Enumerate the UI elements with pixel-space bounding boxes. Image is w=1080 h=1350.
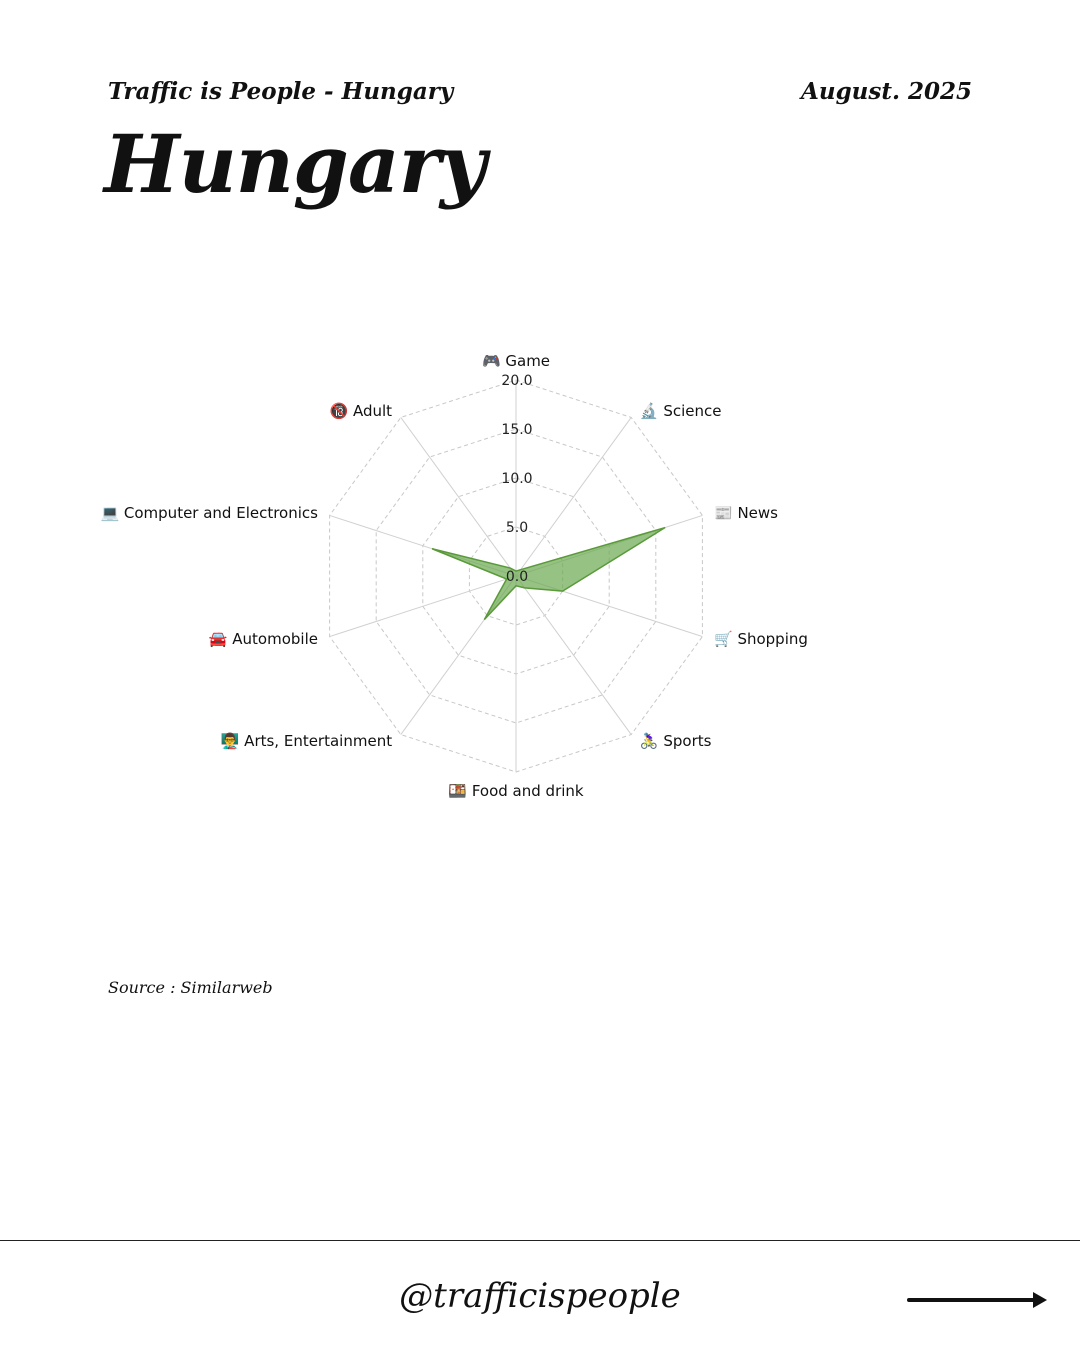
header-subtitle: Traffic is People - Hungary	[108, 78, 454, 105]
footer-handle: @trafficispeople	[399, 1276, 681, 1316]
axis-label: 🔞 Adult	[329, 401, 393, 420]
footer-divider	[0, 1240, 1080, 1241]
axis-label: 🚴‍♀️ Sports	[639, 732, 712, 751]
radar-axis-labels	[100, 352, 807, 800]
axis-label: 📰 News	[714, 503, 778, 522]
axis-label: 🛒 Shopping	[714, 630, 808, 649]
tick-label: 0.0	[505, 569, 529, 585]
tick-label: 15.0	[501, 422, 533, 438]
axis-label: 🎮 Game	[481, 352, 551, 370]
axis-label: 👨‍🏫 Arts, Entertainment	[220, 732, 393, 751]
axis-label: 🔬 Science	[639, 401, 722, 420]
arrow-right-icon[interactable]	[905, 1286, 1050, 1314]
grid-spoke	[516, 576, 631, 735]
page-title: Hungary	[104, 117, 486, 211]
axis-label: 🍱 Food and drink	[448, 782, 584, 800]
axis-label: 💻 Computer and Electronics	[100, 503, 318, 522]
source-note: Source : Similarweb	[108, 978, 273, 997]
grid-spoke	[401, 417, 516, 576]
tick-label: 5.0	[505, 520, 529, 536]
tick-label: 10.0	[501, 471, 533, 487]
tick-label: 20.0	[501, 373, 533, 389]
radar-chart	[0, 300, 1080, 860]
axis-label: 🚘 Automobile	[208, 630, 318, 649]
header-date: August. 2025	[801, 78, 972, 105]
grid-spoke	[330, 576, 516, 637]
radar-ticks	[501, 373, 532, 585]
